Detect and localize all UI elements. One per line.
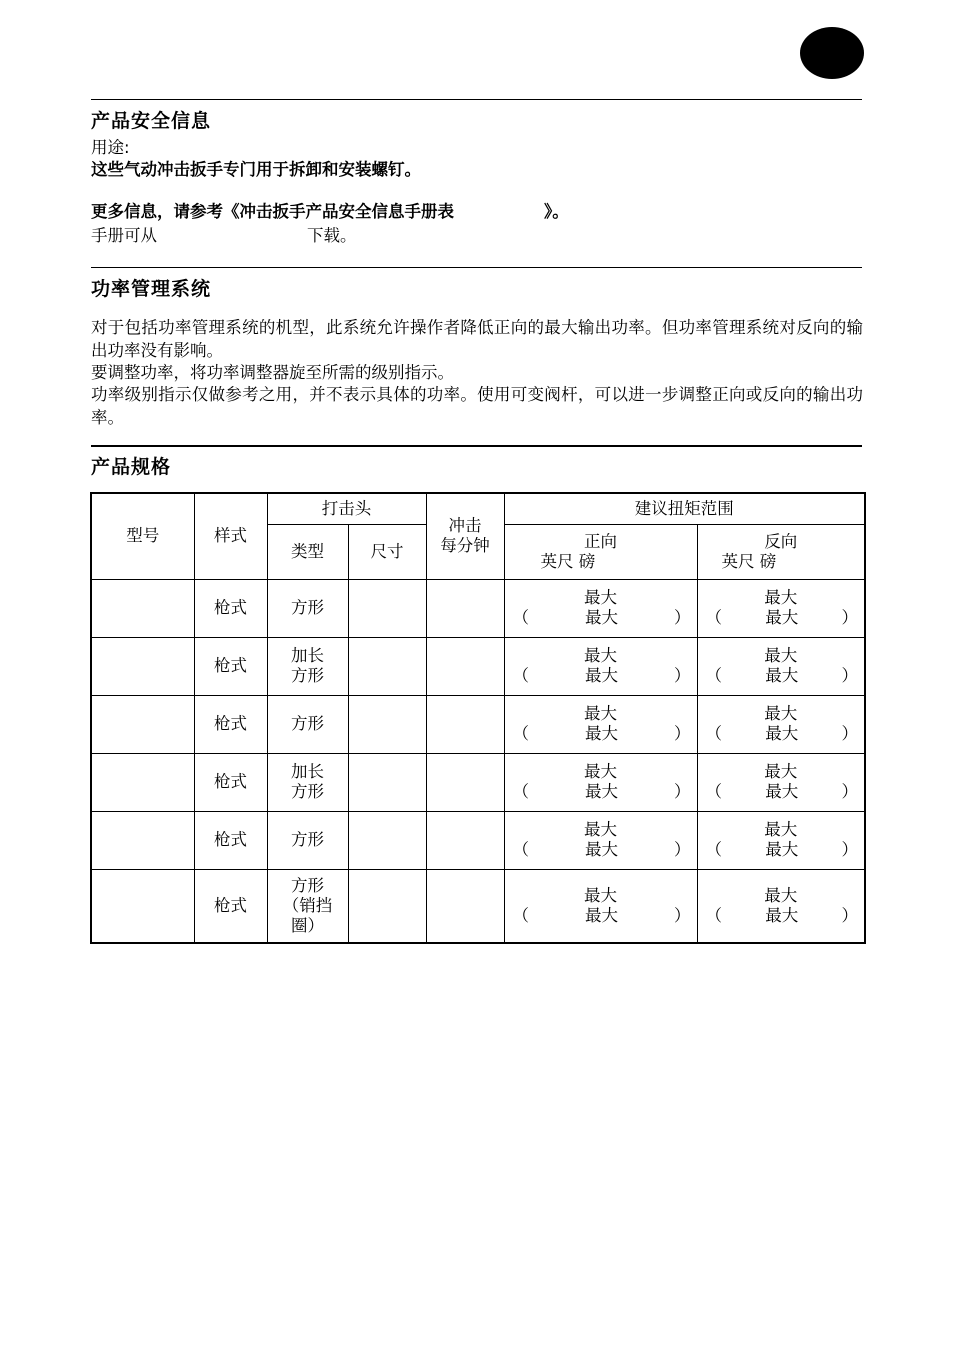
torque-reverse-max-alt: 最大 bbox=[765, 782, 799, 801]
paren-open: （ bbox=[512, 840, 529, 859]
cell-drive-size bbox=[348, 811, 426, 869]
paren-open: （ bbox=[512, 782, 529, 801]
download-suffix: 下载。 bbox=[307, 226, 357, 245]
cell-drive-size bbox=[348, 579, 426, 637]
torque-reverse bbox=[697, 869, 865, 943]
torque-forward bbox=[504, 869, 697, 943]
section-title-spec: 产品规格 bbox=[91, 456, 172, 478]
paren-close: ） bbox=[674, 724, 691, 743]
torque-reverse bbox=[697, 637, 865, 695]
cell-style: 枪式 bbox=[194, 753, 267, 811]
power-paragraph-2: 要调整功率，将功率调整器旋至所需的级别指示。 bbox=[91, 363, 454, 382]
torque-forward bbox=[504, 637, 697, 695]
torque-reverse-max: 最大 bbox=[764, 820, 798, 839]
header-torque-range: 建议扭矩范围 bbox=[504, 493, 865, 524]
cell-drive-size bbox=[348, 695, 426, 753]
torque-reverse-max: 最大 bbox=[764, 762, 798, 781]
paren-open: （ bbox=[705, 608, 722, 627]
paren-close: ） bbox=[841, 840, 858, 859]
table-row bbox=[91, 637, 865, 695]
cell-style: 枪式 bbox=[194, 811, 267, 869]
paren-open: （ bbox=[512, 608, 529, 627]
paren-close: ） bbox=[841, 666, 858, 685]
torque-forward-max: 最大 bbox=[584, 704, 617, 723]
power-paragraph-3: 功率级别指示仅做参考之用，并不表示具体的功率。使用可变阀杆，可以进一步调整正向或反向的输出功率。 bbox=[91, 385, 863, 427]
purpose-text: 这些气动冲击扳手专门用于拆卸和安装螺钉。 bbox=[91, 160, 421, 179]
more-info-suffix: 》。 bbox=[544, 202, 569, 221]
torque-reverse-max: 最大 bbox=[764, 885, 798, 905]
cell-style: 枪式 bbox=[194, 637, 267, 695]
paren-close: ） bbox=[674, 840, 691, 859]
torque-forward-max-alt: 最大 bbox=[585, 905, 618, 925]
cell-impacts bbox=[426, 637, 504, 695]
paren-close: ） bbox=[841, 724, 858, 743]
table-row bbox=[91, 695, 865, 753]
paren-open: （ bbox=[705, 724, 722, 743]
header-reverse-unit: 英尺 磅 bbox=[721, 551, 777, 571]
torque-forward-max-alt: 最大 bbox=[585, 840, 618, 859]
purpose-label: 用途: bbox=[91, 138, 130, 157]
cell-style: 枪式 bbox=[194, 695, 267, 753]
table-row bbox=[91, 811, 865, 869]
paren-close: ） bbox=[674, 666, 691, 685]
torque-reverse-max-alt: 最大 bbox=[765, 608, 799, 627]
cell-impacts bbox=[426, 579, 504, 637]
divider bbox=[91, 445, 862, 447]
torque-reverse-max-alt: 最大 bbox=[765, 905, 799, 925]
torque-reverse-max: 最大 bbox=[764, 646, 798, 665]
page-badge bbox=[800, 27, 864, 79]
table-row bbox=[91, 753, 865, 811]
cell-drive-type: 方形 （销挡 圈） bbox=[267, 869, 348, 943]
cell-model bbox=[91, 579, 194, 637]
header-drive-type: 类型 bbox=[267, 524, 348, 579]
cell-model bbox=[91, 869, 194, 943]
spec-table bbox=[90, 492, 866, 944]
power-paragraph-1: 对于包括功率管理系统的机型，此系统允许操作者降低正向的最大输出功率。但功率管理系统对反向的输出功率没有影响。 bbox=[91, 318, 863, 360]
paren-open: （ bbox=[512, 905, 529, 925]
cell-drive-size bbox=[348, 637, 426, 695]
torque-forward-max: 最大 bbox=[584, 820, 617, 839]
cell-drive-type: 加长 方形 bbox=[267, 637, 348, 695]
section-title-power: 功率管理系统 bbox=[91, 278, 212, 300]
cell-model bbox=[91, 695, 194, 753]
torque-reverse bbox=[697, 579, 865, 637]
paren-open: （ bbox=[705, 782, 722, 801]
download-line bbox=[91, 225, 357, 247]
header-drive: 打击头 bbox=[267, 493, 426, 524]
cell-model bbox=[91, 637, 194, 695]
paren-open: （ bbox=[512, 724, 529, 743]
torque-forward-max: 最大 bbox=[584, 646, 617, 665]
torque-forward bbox=[504, 811, 697, 869]
torque-reverse-max-alt: 最大 bbox=[765, 724, 799, 743]
cell-style: 枪式 bbox=[194, 869, 267, 943]
torque-forward-max: 最大 bbox=[584, 588, 617, 607]
cell-impacts bbox=[426, 869, 504, 943]
paren-close: ） bbox=[674, 905, 691, 925]
cell-drive-type: 方形 bbox=[267, 579, 348, 637]
cell-model bbox=[91, 811, 194, 869]
paren-open: （ bbox=[705, 840, 722, 859]
paren-close: ） bbox=[674, 608, 691, 627]
torque-forward-max-alt: 最大 bbox=[585, 608, 618, 627]
paren-close: ） bbox=[674, 782, 691, 801]
torque-forward bbox=[504, 695, 697, 753]
torque-reverse-max: 最大 bbox=[764, 588, 798, 607]
cell-drive-type: 方形 bbox=[267, 695, 348, 753]
cell-style: 枪式 bbox=[194, 579, 267, 637]
paren-close: ） bbox=[841, 608, 858, 627]
torque-reverse bbox=[697, 811, 865, 869]
torque-forward bbox=[504, 753, 697, 811]
cell-drive-size bbox=[348, 753, 426, 811]
torque-reverse-max-alt: 最大 bbox=[765, 666, 799, 685]
table-row bbox=[91, 579, 865, 637]
cell-impacts bbox=[426, 753, 504, 811]
table-row bbox=[91, 869, 865, 943]
torque-forward-max-alt: 最大 bbox=[585, 724, 618, 743]
torque-forward-max-alt: 最大 bbox=[585, 782, 618, 801]
torque-reverse bbox=[697, 695, 865, 753]
paren-close: ） bbox=[841, 782, 858, 801]
cell-drive-type: 方形 bbox=[267, 811, 348, 869]
cell-drive-type: 加长 方形 bbox=[267, 753, 348, 811]
paren-close: ） bbox=[841, 905, 858, 925]
header-forward bbox=[504, 524, 697, 579]
cell-impacts bbox=[426, 695, 504, 753]
header-reverse bbox=[697, 524, 865, 579]
torque-reverse-max-alt: 最大 bbox=[765, 840, 799, 859]
header-forward-label: 正向 bbox=[584, 531, 617, 551]
divider bbox=[91, 267, 862, 268]
divider bbox=[91, 99, 862, 100]
cell-model bbox=[91, 753, 194, 811]
torque-forward bbox=[504, 579, 697, 637]
header-model: 型号 bbox=[91, 493, 194, 579]
more-info-prefix: 更多信息，请参考《冲击扳手产品安全信息手册表 bbox=[91, 202, 454, 221]
header-style: 样式 bbox=[194, 493, 267, 579]
paren-open: （ bbox=[512, 666, 529, 685]
header-reverse-label: 反向 bbox=[764, 531, 798, 551]
header-forward-unit: 英尺 磅 bbox=[540, 551, 596, 571]
paren-open: （ bbox=[705, 666, 722, 685]
header-impacts: 冲击 每分钟 bbox=[426, 493, 504, 579]
cell-impacts bbox=[426, 811, 504, 869]
torque-forward-max-alt: 最大 bbox=[585, 666, 618, 685]
download-prefix: 手册可从 bbox=[91, 226, 157, 245]
header-drive-size: 尺寸 bbox=[348, 524, 426, 579]
torque-reverse-max: 最大 bbox=[764, 704, 798, 723]
torque-forward-max: 最大 bbox=[584, 885, 617, 905]
cell-drive-size bbox=[348, 869, 426, 943]
more-info-line bbox=[91, 201, 569, 223]
section-title-safety: 产品安全信息 bbox=[91, 110, 212, 132]
paren-open: （ bbox=[705, 905, 722, 925]
torque-forward-max: 最大 bbox=[584, 762, 617, 781]
torque-reverse bbox=[697, 753, 865, 811]
